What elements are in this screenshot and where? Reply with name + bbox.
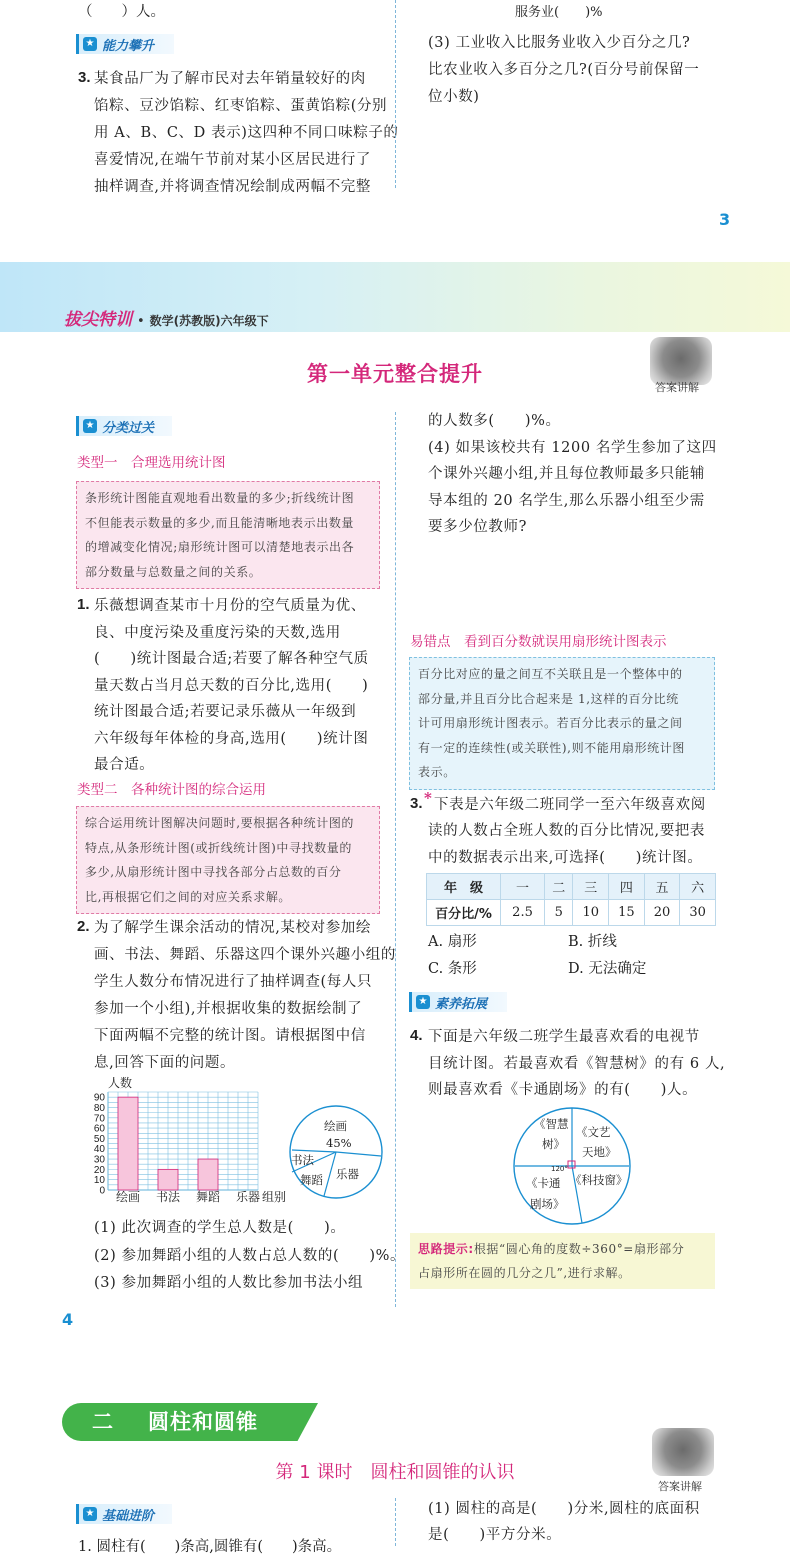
y-tick-label: 40 (93, 1144, 105, 1156)
reading-percent-table (426, 873, 716, 926)
top-left-line-text: （ ）人。 (78, 4, 165, 20)
bottom-right-text (428, 1496, 728, 1548)
pie-chart-tv (510, 1104, 634, 1228)
page-number-3: 3 (719, 210, 731, 229)
pie-label-painting: 绘画 (324, 1119, 347, 1133)
tip-line: 特点,从条形统计图(或折线统计图)中寻找数量的 (85, 840, 352, 855)
top-right-line: 位小数) (428, 89, 480, 105)
page-header (64, 305, 269, 330)
table-cell: 三 (573, 874, 609, 900)
q3-number: 3. (410, 795, 423, 812)
q3-text-cont (428, 818, 728, 871)
hint-label: 思路提示: (418, 1242, 474, 1256)
tip-line: 部分数量与总数量之间的关系。 (85, 564, 262, 579)
category-label: 书法 (155, 1190, 181, 1204)
tip-line: 的增减变化情况;扇形统计图可以清楚地表示出各 (85, 540, 355, 554)
category-label: 舞蹈 (195, 1190, 221, 1204)
top-q3-line: 抽样调查,并将调查情况绘制成两幅不完整 (94, 179, 372, 195)
q2-line: 参加一个小组),并根据收集的数据绘制了 (94, 1001, 363, 1017)
top-column-divider (395, 0, 396, 188)
table-cell: 2.5 (501, 900, 545, 926)
header-subject: 数学(苏教版)六年级下 (149, 314, 269, 328)
category-label: 绘画 (115, 1190, 141, 1204)
q3-option-c[interactable]: C. 条形 (428, 961, 477, 977)
bar-y-label: 人数 (108, 1076, 133, 1090)
table-cell: 二 (545, 874, 573, 900)
q3-option-d[interactable]: D. 无法确定 (568, 961, 647, 977)
top-q3-line: 喜爱情况,在端午节前对某小区居民进行了 (94, 152, 372, 168)
basic-banner-label: 基础进阶 (102, 1508, 155, 1524)
q3-line: 下表是六年级二班同学一至六年级喜欢阅 (434, 797, 706, 813)
ability-banner-label: 能力攀升 (102, 38, 155, 54)
ability-banner (76, 34, 174, 54)
q1-line: 统计图最合适;若要记录乐薇从一年级到 (94, 704, 357, 720)
top-right-service-line: 服务业( )% (515, 5, 603, 20)
table-cell: 30 (680, 900, 716, 926)
q3-option-b[interactable]: B. 折线 (568, 934, 617, 950)
pie2-angle-label: 120° (551, 1165, 568, 1173)
hint-line: 根据“圆心角的度数÷360°=扇形部分 (473, 1242, 685, 1256)
bar-chart (84, 1074, 287, 1206)
q1-line: 量天数占当月总天数的百分比,选用( ) (94, 677, 369, 694)
q2-line: 息,回答下面的问题。 (94, 1055, 236, 1071)
qr-code-blurred[interactable] (652, 1428, 714, 1476)
top-right-text (428, 30, 728, 111)
bottom-left-partial-line: 1. 圆柱有( )条高,圆锥有( )条高。 (78, 1539, 342, 1555)
q2-cont-line: 要多少位教师? (428, 519, 527, 535)
q2-cont-line: 的人数多( )%。 (428, 413, 561, 429)
runner-icon: ★ (416, 995, 430, 1009)
y-tick-label: 60 (93, 1123, 105, 1135)
header-separator: • (137, 314, 145, 329)
q2-line: 为了解学生课余活动的情况,某校对参加绘 (94, 920, 372, 936)
hint-box (410, 1233, 715, 1289)
tip-line: 综合运用统计图解决问题时,要根据各种统计图的 (85, 816, 355, 830)
brand-title: 拔尖特训 (64, 310, 132, 330)
type1-heading: 类型一 合理选用统计图 (77, 455, 226, 471)
q2-cont-line: 导本组的 20 名学生,那么乐器小组至少需 (428, 492, 705, 509)
top-q3-line: 用 A、B、C、D 表示)这四种不同口味粽子的 (94, 125, 399, 141)
table-cell: 六 (680, 874, 716, 900)
pie2-label: 天地》 (582, 1145, 617, 1159)
category-label: 乐器 (235, 1190, 261, 1204)
runner-icon: ★ (83, 1507, 97, 1521)
bottom-right-line: (1) 圆柱的高是( )分米,圆柱的底面积 (428, 1501, 700, 1517)
tip-line: 部分量,并且百分比合起来是 1,这样的百分比统 (418, 691, 679, 706)
pie-label-dance: 舞蹈 (300, 1173, 323, 1187)
q2-line: 画、书法、舞蹈、乐器这四个课外兴趣小组的 (94, 947, 396, 963)
top-left-line (78, 0, 165, 25)
pie2-label: 《文艺 (576, 1125, 611, 1139)
q1-line: 最合适。 (94, 757, 155, 773)
table-cell: 年 级 (427, 874, 501, 900)
bottom-right-line: 是( )平方分米。 (428, 1527, 562, 1543)
pie2-label: 剧场》 (530, 1197, 565, 1211)
mistake-heading: 易错点 看到百分数就误用扇形统计图表示 (410, 634, 667, 650)
bar-舞蹈 (198, 1159, 218, 1190)
q2-text (94, 915, 396, 1077)
type2-tip-box (76, 806, 380, 914)
pie-label-instrument: 乐器 (336, 1167, 359, 1181)
table-cell: 一 (501, 874, 545, 900)
lesson-title: 第 1 课时 圆柱和圆锥的认识 (275, 1462, 515, 1483)
pie2-label: 《卡通 (526, 1176, 561, 1190)
basic-banner (76, 1504, 172, 1524)
column-divider (395, 412, 396, 1307)
q2-cont-line: (4) 如果该校共有 1200 名学生参加了这四 (428, 439, 717, 456)
y-tick-label: 30 (93, 1154, 105, 1166)
page-number-4: 4 (62, 1310, 74, 1329)
table-cell: 10 (573, 900, 609, 926)
q4-line: 则最喜欢看《卡通剧场》的有( )人。 (428, 1082, 698, 1098)
table-row (427, 900, 716, 926)
pie-chart-groups (286, 1112, 386, 1192)
q2-continued (428, 408, 728, 541)
tip-line: 不但能表示数量的多少,而且能清晰地表示出数量 (85, 515, 355, 530)
q3-line: 读的人数占全班人数的百分比情况,要把表 (428, 823, 706, 839)
column-divider-bottom (395, 1498, 396, 1546)
q3-line: 中的数据表示出来,可选择( )统计图。 (428, 849, 703, 866)
tip-line: 表示。 (418, 765, 456, 779)
top-q3-line: 某食品厂为了解市民对去年销量较好的肉 (94, 71, 366, 87)
tip-line: 百分比对应的量之间互不关联且是一个整体中的 (418, 667, 683, 681)
q3-option-a[interactable]: A. 扇形 (428, 934, 477, 950)
classify-banner-label: 分类过关 (102, 420, 155, 436)
y-tick-label: 10 (93, 1175, 105, 1187)
top-q3-text (94, 66, 399, 201)
expand-banner (409, 992, 507, 1012)
runner-icon: ★ (83, 37, 97, 51)
q1-line: 良、中度污染及重度污染的天数,选用 (94, 624, 341, 641)
y-tick-label: 0 (99, 1185, 105, 1197)
table-cell: 20 (644, 900, 680, 926)
mistake-tip-box (409, 657, 715, 790)
type1-tip-box (76, 481, 380, 589)
hint-line: 占扇形所在圆的几分之几”,进行求解。 (418, 1266, 631, 1280)
table-header-row (427, 874, 716, 900)
y-tick-label: 80 (93, 1102, 105, 1114)
table-cell: 四 (609, 874, 645, 900)
y-tick-label: 90 (93, 1092, 105, 1104)
q3-star-icon: * (424, 789, 432, 807)
table-cell: 5 (545, 900, 573, 926)
tip-line: 比,再根据它们之间的对应关系求解。 (85, 889, 292, 904)
tip-line: 计可用扇形统计图表示。若百分比表示的量之间 (418, 716, 683, 730)
q4-number: 4. (410, 1027, 423, 1044)
q2-cont-line: 个课外兴趣小组,并且每位教师最多只能辅 (428, 466, 706, 482)
top-right-line: 比农业收入多百分之几?(百分号前保留一 (428, 62, 700, 78)
q2-number: 2. (77, 918, 90, 935)
top-right-line: (3) 工业收入比服务业收入少百分之几? (428, 35, 691, 51)
tip-line: 多少,从扇形统计图中寻找各部分占总数的百分 (85, 865, 342, 879)
q1-line: 乐薇想调查某市十月份的空气质量为优、 (94, 598, 366, 614)
top-q3-number: 3. (78, 69, 91, 86)
bar-绘画 (118, 1097, 138, 1190)
q3-text (434, 792, 724, 819)
tip-line: 有一定的连续性(或关联性),则不能用扇形统计图 (418, 740, 685, 755)
bar-书法 (158, 1169, 178, 1190)
q2-sub-line: (1) 此次调查的学生总人数是( )。 (94, 1220, 346, 1236)
y-tick-label: 50 (93, 1133, 105, 1145)
runner-icon: ★ (83, 419, 97, 433)
q2-sub-line: (2) 参加舞蹈小组的人数占总人数的( )%。 (94, 1247, 406, 1264)
q1-number: 1. (77, 596, 90, 613)
q1-line: ( )统计图最合适;若要了解各种空气质 (94, 651, 369, 667)
top-q3-line: 馅粽、豆沙馅粽、红枣馅粽、蛋黄馅粽(分别 (94, 98, 388, 114)
table-cell: 15 (609, 900, 645, 926)
table-cell: 五 (644, 874, 680, 900)
q2-subquestions (94, 1215, 406, 1298)
pie-label-calligraphy: 书法 (291, 1153, 314, 1167)
q1-line: 六年级每年体检的身高,选用( )统计图 (94, 730, 369, 747)
expand-banner-label: 素养拓展 (435, 996, 488, 1012)
table-cell: 百分比/% (427, 900, 501, 926)
q2-line: 下面两幅不完整的统计图。请根据图中信 (94, 1028, 366, 1044)
qr-code-blurred[interactable] (650, 337, 712, 385)
answer-explain-label: 答案讲解 (655, 381, 699, 394)
unit-title: 第一单元整合提升 (307, 362, 483, 386)
tip-line: 条形统计图能直观地看出数量的多少;折线统计图 (85, 491, 355, 505)
q4-text (428, 1024, 728, 1104)
classify-banner (76, 416, 172, 436)
q2-sub-line: (3) 参加舞蹈小组的人数比参加书法小组 (94, 1275, 364, 1291)
chapter-title: 圆柱和圆锥 (148, 1410, 258, 1434)
q4-line: 下面是六年级二班学生最喜欢看的电视节 (428, 1029, 700, 1045)
pie2-label: 《科技窗》 (570, 1173, 628, 1187)
q4-line: 目统计图。若最喜欢看《智慧树》的有 6 人, (428, 1055, 726, 1072)
pie2-label: 《智慧 (534, 1117, 569, 1131)
chapter-number: 二 (92, 1410, 113, 1434)
q2-line: 学生人数分布情况进行了抽样调查(每人只 (94, 974, 373, 990)
bar-x-label: 组别 (262, 1190, 287, 1204)
y-tick-label: 70 (93, 1113, 105, 1125)
y-tick-label: 20 (93, 1164, 105, 1176)
pie-label-percent: 45% (326, 1136, 352, 1150)
q1-text (94, 593, 384, 779)
answer-explain-label: 答案讲解 (658, 1480, 702, 1493)
pie2-label: 树》 (542, 1137, 565, 1151)
type2-heading: 类型二 各种统计图的综合运用 (77, 782, 266, 798)
